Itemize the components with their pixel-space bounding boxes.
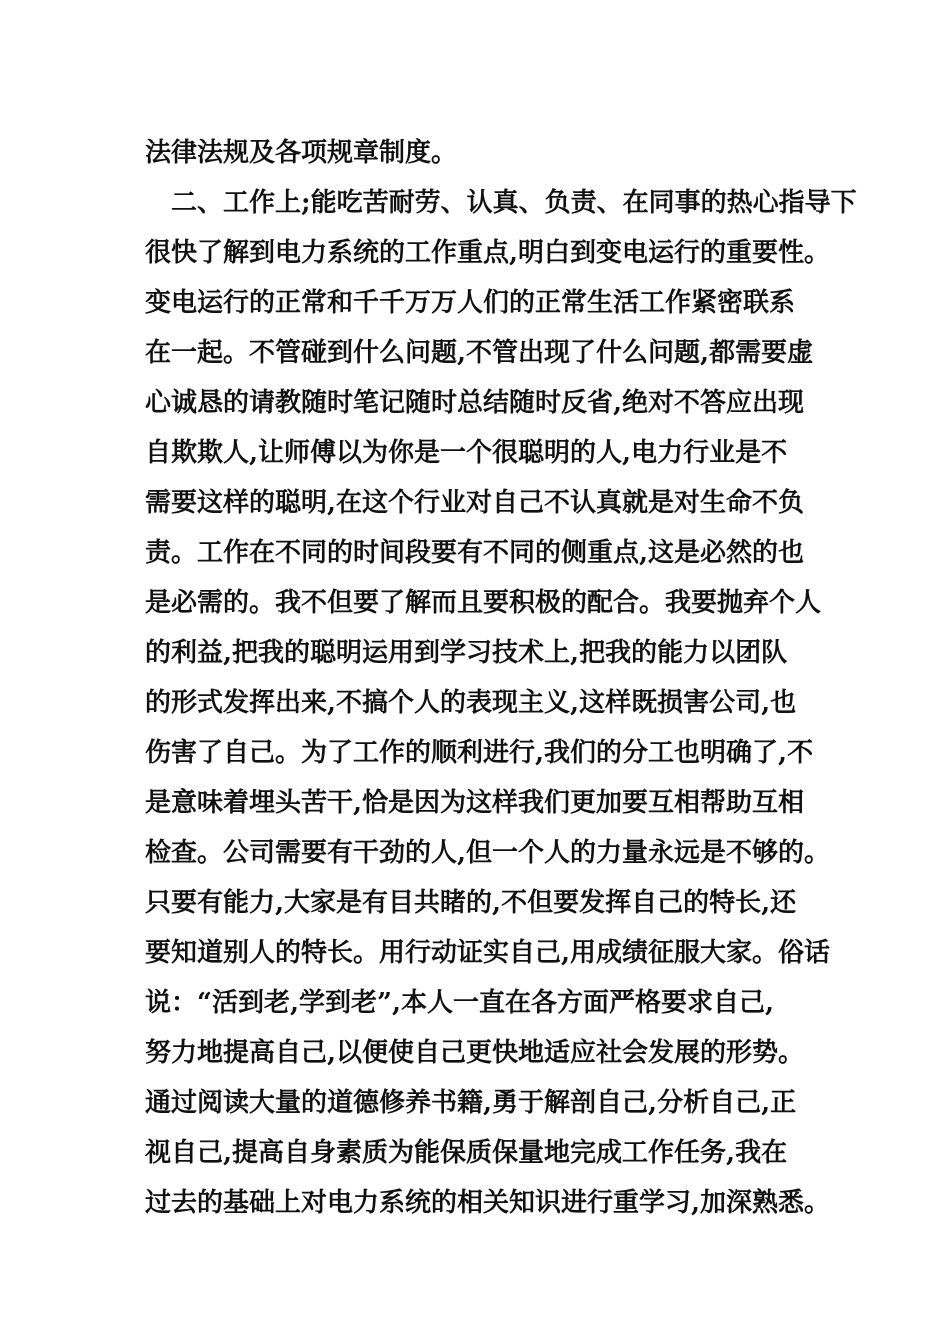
text-line: 责。工作在不同的时间段要有不同的侧重点,这是必然的也: [145, 538, 805, 568]
text-line: 说：“活到老,学到老”,本人一直在各方面严格要求自己,: [145, 988, 775, 1018]
text-line: 伤害了自己。为了工作的顺利进行,我们的分工也明确了,不: [145, 738, 814, 768]
text-line: 需要这样的聪明,在这个行业对自己不认真就是对生命不负: [145, 488, 805, 518]
text-line: 是意味着埋头苦干,恰是因为这样我们更加要互相帮助互相: [145, 788, 805, 818]
body-text: [145, 128, 857, 1228]
text-line: 的形式发挥出来,不搞个人的表现主义,这样既损害公司,也: [145, 688, 797, 718]
text-line: 努力地提高自己,以便使自己更快地适应社会发展的形势。: [145, 1038, 805, 1068]
text-line: 很快了解到电力系统的工作重点,明白到变电运行的重要性。: [145, 238, 831, 268]
text-line: 只要有能力,大家是有目共睹的,不但要发挥自己的特长,还: [145, 888, 797, 918]
text-line: 的利益,把我的聪明运用到学习技术上,把我的能力以团队: [145, 638, 788, 668]
text-line: 在一起。不管碰到什么问题,不管出现了什么问题,都需要虚: [145, 338, 814, 368]
text-line: 法律法规及各项规章制度。: [145, 138, 458, 168]
text-line: 视自己,提高自身素质为能保质保量地完成工作任务,我在: [145, 1138, 788, 1168]
text-line: 通过阅读大量的道德修养书籍,勇于解剖自己,分析自己,正: [145, 1088, 797, 1118]
text-line: 变电运行的正常和千千万万人们的正常生活工作紧密联系: [145, 288, 796, 318]
text-line: 二、工作上;能吃苦耐劳、认真、负责、在同事的热心指导下: [145, 188, 857, 218]
text-line: 心诚恳的请教随时笔记随时总结随时反省,绝对不答应出现: [145, 388, 805, 418]
text-line: 是必需的。我不但要了解而且要积极的配合。我要抛弃个人: [145, 588, 822, 618]
text-line: 要知道别人的特长。用行动证实自己,用成绩征服大家。俗话: [145, 938, 831, 968]
text-line: 过去的基础上对电力系统的相关知识进行重学习,加深熟悉。: [145, 1188, 831, 1218]
text-line: 检查。公司需要有干劲的人,但一个人的力量永远是不够的。: [145, 838, 831, 868]
text-line: 自欺欺人,让师傅以为你是一个很聪明的人,电力行业是不: [145, 438, 788, 468]
